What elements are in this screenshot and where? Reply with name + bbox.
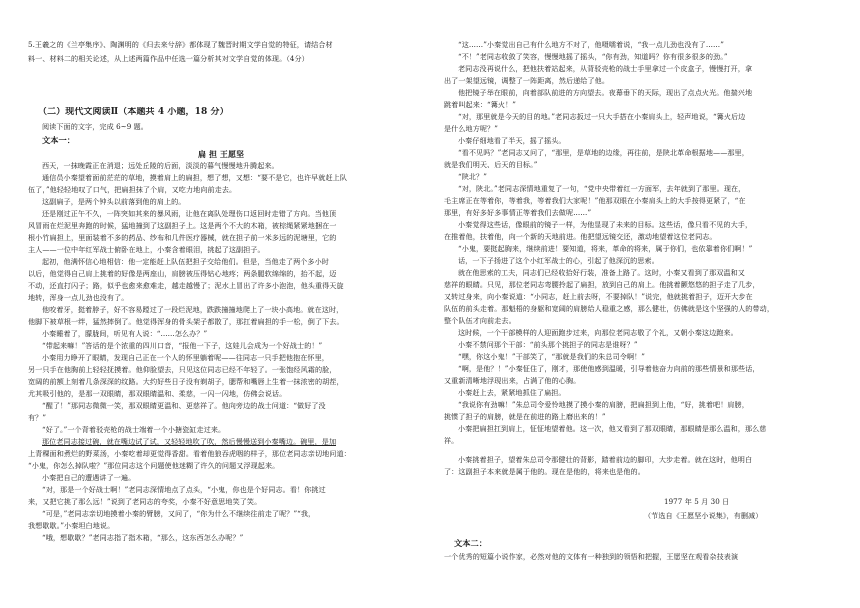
right-text-line: 挑惯了担子的肩膀，就是在前进的路上磨出来的！” [444,412,606,421]
right-text-line: “不！”老同志收敛了笑容，慢慢地摇了摇头，“你有劲，知道吗？你有很多很多的劲。” [458,52,728,61]
left-text-line: 还是刚过正午不久，一阵突如其来的暴风雨，让他在离队处理伤口返回时走错了方向。当他顶 [42,209,337,218]
right-text-line: “这……”小秦觉出自己有什么地方不对了，他嗫嚅着说，“我一点儿劲也没有了……” [458,40,724,49]
right-text-line: 整个队伍才向前走去。 [444,316,516,325]
left-text-line: 不动，还直打闪子；路，似乎也愈来愈难走，越走越慢了；泥水上冒出了许多小泡泡，他头重得天旋 [28,281,344,290]
right-text-line: 队伍的前头走着。那魁梧的身躯和宽阔的肩膀给人稳重之感，那么健壮，仿佛就是这个坚强的人的带动， [444,304,774,313]
left-text-line: “哦，想歇歇？”老同志指了指木箱，“那么，这东西怎么办呢？” [42,533,244,542]
left-text-line: 小秦睡着了，朦胧间，听见有人说：“……怎么办？” [42,329,208,338]
left-text-line: 小秦把自己的遭遇讲了一遍。 [42,473,136,482]
left-text-line: （二）现代文阅读Ⅱ（本题共 4 小题，18 分） [38,107,229,117]
right-text-line: 又转过身来，向小秦说道：“小同志，赶上前去呀，不要掉队！”说完，他就挑着担子，迈开大步在 [444,292,753,301]
left-text-line: 地转，浑身一点儿劲也没有了。 [28,293,129,302]
right-text-line: 小秦把扁担扛到肩上，怔怔地望着他。这一次，他又看到了那双眼睛，那眼睛是那么温和，那么慈 [458,424,767,433]
left-text-line: “对，那是一个好战士啊！”老同志深情地点了点头，“小鬼，你也是个好同志。看！你挑过 [42,485,326,494]
right-text-line: 小秦不禁问那个干部：“前头那个挑担子的同志是谁呀？” [458,340,638,349]
right-text-line: “看不见吗？”老同志又问了，“那里，是草地的边缘，再往前，是陕北革命根据地——那里， [458,148,749,157]
left-text-line: 阅读下面的文字，完成 6~9 题。 [42,122,148,131]
right-text-line: “啊，是他？！”小秦怔住了，刚才，那使他感到温暖，引导着他奋力向前的那些情景和那些话， [458,364,760,373]
left-text-line: 他咬着牙，挺着脖子，好不容易蹚过了一段烂泥地，跌跌撞撞地爬上了一块小高地。就在这时， [42,305,344,314]
right-text-line: （节选自《王愿坚小说集》，有删减） [644,511,763,520]
left-text-line: 小秦用力睁开了眼睛，发现自己正在一个人的怀里躺着呢——往同志一只手把他抱在怀里， [42,353,329,362]
right-text-line: “小鬼，要挺起胸来，继续前进！要知道，将来，革命的将来，属于你们，也依靠着你们啊！” [458,244,753,253]
right-text-line: “陕北？” [458,172,487,181]
right-text-line: 小秦挑着担子，望着朱总司令那健壮的背影，踏着前边的脚印，大步走着。就在这时，他明白 [458,455,753,464]
left-text-line: 文本一： [42,135,76,145]
left-text-line: 这副扁子，是两个钟头以前落到他的肩上的。 [42,197,186,206]
left-text-line: 来，又把它挑了那么远！”说到了老同志的夸奖，小秦不好意思地笑了笑。 [28,497,262,506]
right-text-line: 是什么地方呢？” [444,124,498,133]
right-text-line: 了：这副担子本来就是属于他的。现在是他的，将来也是他的。 [444,467,645,476]
right-text-line: 小秦觉得这些话，像眼前的镜子一样，为他显现了未来的目标。这些话，像只看不见的大手， [458,220,753,229]
right-text-line: 这时候，一个干部模样的人迎面跑步过来，向那位老同志敬了个礼，又朝小秦这边跑来。 [458,328,738,337]
left-text-line: “可是，”老同志亲切地摸着小秦的臂膀，又问了，“你为什么不继续往前走了呢？”“我， [42,509,316,518]
right-text-line: 他把镜子举在眼前，向着部队前进的方向望去。夜幕垂下的天际，现出了点点火光。他揣兴地 [458,88,753,97]
left-text-line: 伍了，”他轻轻地叹了口气，把扁担抹了个肩，又吃力地向前走去。 [28,185,237,194]
left-text-line: 西天，一抹晚霞正在消退；远处丘陵的后面，淡淡的暮气慢慢地升腾起来。 [42,161,279,170]
left-text-line: “小鬼，你怎么掉队啦？”那位同志这个问题使他迷糊了许久的问题又浮现起来。 [28,461,280,470]
left-text-line: 另一只手在他胸前上轻轻抚摸着。他仰脸望去，只见这位同志已经不年轻了。一张饱经风霜的脸， [28,365,337,374]
left-text-line: 料一、材料二的相关论述，从上述两篇作品中任选一篇分析其对文学自觉的体现。（4分） [28,54,309,63]
right-text-line: 就在他思索的工夫，同志们已经收拾好行装，准备上路了。这时，小秦又看到了那双温和又 [458,268,745,277]
left-text-line: 宽阔的前额上刻着几条深深的纹路。大约好些日子没有剃胡子，腮帮和嘴唇上生着一抹浓密的胡茬， [28,377,344,386]
left-text-line: 风冒雨在烂泥里奔跑的时候，猛地撞到了这副担子上。这是两个不大的木箱，被棕绳紧紧地捆在一 [28,221,337,230]
right-text-line: “嘿，你这小鬼！”干部笑了，“那就是我们的朱总司令啊！” [458,352,645,361]
right-text-line: 文本二： [454,538,488,548]
left-text-line: 扁 担 王愿坚 [198,149,245,159]
right-text-line: 老同志没再说什么，把他扶着站起来，从背驳壳枪的战士手里拿过一个皮盒子，慢慢打开，拿 [458,64,753,73]
left-text-line: “带起来嘛！”答话的是个浓重的四川口音，“报他一下子，这娃儿会成为一个好战士的！” [42,341,323,350]
right-text-line: 一个优秀的短篇小说作家，必然对他的文体有一种独到的领悟和把握，王愿坚在观看杂技表演 [444,552,739,561]
left-text-line: “好了。”一个背着驳壳枪的战士端着一个小搪瓷缸走过来。 [42,425,226,434]
left-text-line: 上青稞面和煮烂的野菜汤，小秦吃着却更觉得香甜。看着他狼吞虎咽的样子，那位老同志亲切地问道： [28,449,351,458]
right-text-line: 就是我们明天、后天的目标。” [444,160,538,169]
left-text-line: 我想歇歇。”小秦坦白地说。 [28,521,115,530]
right-text-line: 小秦赶上去，紧紧地抓住了扁担。 [458,388,566,397]
left-text-line: 尤其吸引他的，是那一双眼睛，那双眼睛温和、柔慈，一闪一闪地，仿佛会说话。 [28,389,287,398]
right-text-line: 出了一架望远镜，调整了一阵距离，然后递给了他。 [444,76,609,85]
right-text-line: 跳着叫起来：“篝火！” [444,100,516,109]
right-text-line: 1977 年 5 月 30 日 [664,497,730,506]
right-text-line: “对，陕北。”老同志深情地重复了一句，“党中央带着红一方面军，去年就到了那里。现在， [458,184,746,193]
left-text-line: 那位老同志接过碗，就在嘴边试了试，又轻轻地吹了吹，然后慢慢送到小秦嘴边。碗里，是加 [42,437,337,446]
right-text-line: 那里，有好多好多事情正等着我们去做呢……” [444,208,592,217]
left-text-line: “醒了！”那同志微微一笑，那双眼睛更温和、更慈祥了。他向旁边的战士问道：“做好了没 [42,401,326,410]
right-text-line: 话，一下子扬进了这个小红军战士的心，引起了他深沉的思索。 [458,256,659,265]
left-text-line: 以后，他觉得自己肩上挑着的好像是两座山，肩膀被压得钻心地疼；两条腿软绵绵的，抬不起，迈 [28,269,337,278]
left-text-line: 5.王羲之的《兰亭集序》、陶渊明的《归去来兮辞》都体现了魏晋时期文学自觉的特征，请结合材 [28,40,333,49]
left-text-line: 根小竹扁担上，里面装着不多的药品、纱布和几件医疗器械，就在担子前一米多远的泥塘里，它的 [28,233,337,242]
right-text-line: 毛主席正在等着你，等着我，等着我们大家呢！”他那双眼在小秦肩头上的大手按得更紧了，“在 [444,196,746,205]
right-text-line: 又重新清晰地浮现出来，占满了他的心胸。 [444,376,581,385]
right-text-line: 在推着他，扶着他，向一个新的天地前进。他把望远镜交还，激动地望着这位老同志。 [444,232,717,241]
right-text-line: “对，那里就是今天的目的地。”老同志扳过一只大手搭在小秦肩头上，轻声地说，“篝火后边 [458,112,746,121]
right-text-line: 慈祥的眼睛。只见，那位老同志弯腰拎起了扁担，放到自己的肩上。他挑着颤悠悠的担子走了几步， [444,280,760,289]
right-text-line: “我说你有劲嘛！”朱总司令爱怜地摸了摸小秦的肩膀，把扁担到上他，“好，挑着吧！肩膀， [458,400,749,409]
right-text-line: 祥。 [444,436,459,445]
right-text-line: 小秦仔细地看了半天，摇了摇头。 [458,136,566,145]
left-text-line: 他脚下被草根一绊，猛然摔倒了。他觉得浑身的骨头架子都散了，那扛着扁担的手一松，倒了下去。 [28,317,344,326]
left-text-line: 通信员小秦望着面前茫茫的草地，摸着肩上的扁担，想了想，又想：“要不是它，也许早就赶上队 [42,173,348,182]
left-text-line: 有？” [28,413,47,422]
left-text-line: 起初，他满怀信心地相信：他一定能赶上队伍把担子交给他们。但是，当他走了两个多小时 [42,257,329,266]
left-text-line: 主人——一位中年红军战士俯卧在地上，小秦含着眼泪，挑起了这副担子。 [28,245,265,254]
